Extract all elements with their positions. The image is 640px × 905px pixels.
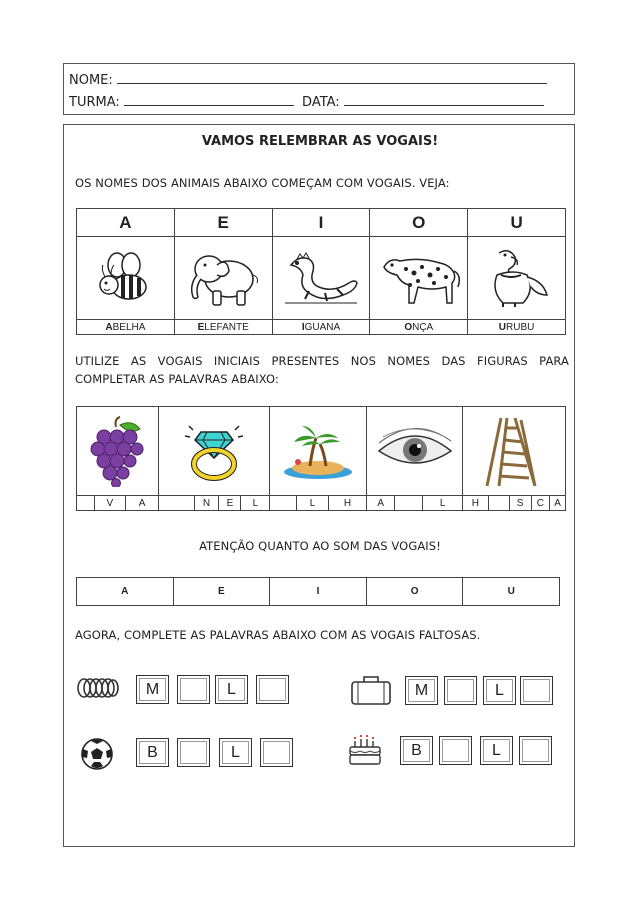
vulture-cell (468, 237, 566, 320)
name-field[interactable] (117, 71, 547, 84)
island-blank[interactable] (270, 496, 297, 511)
suitcase-icon (350, 674, 392, 706)
figures-table (76, 406, 566, 511)
eye-icon (375, 421, 455, 481)
word4-box: B (400, 736, 433, 765)
vowel-cell-a: A (77, 578, 174, 606)
bee-icon (95, 251, 155, 306)
grapes-icon (88, 415, 148, 487)
ladder-cell (462, 407, 565, 496)
grapes-letter: V (94, 496, 125, 511)
header-box (63, 63, 575, 115)
ladder-letter: S (509, 496, 531, 511)
vowel-header-u: U (468, 209, 566, 237)
eye-letter: L (423, 496, 463, 511)
data-field[interactable] (344, 93, 544, 106)
complete-instruction: AGORA, COMPLETE AS PALAVRAS ABAIXO COM AS VOGAIS FALTOSAS. (75, 628, 481, 642)
ring-letter: N (194, 496, 219, 511)
iguana-icon (281, 245, 361, 311)
jaguar-icon (376, 245, 462, 311)
word2-blank[interactable] (520, 676, 553, 705)
nome-label: NOME: (69, 73, 113, 88)
island-letter: A (367, 496, 395, 511)
vowel-header-i: I (272, 209, 370, 237)
turma-field[interactable] (124, 93, 294, 106)
island-icon (280, 418, 356, 484)
animal-name-abelha: ABELHA (77, 320, 175, 335)
eye-letter: H (462, 496, 488, 511)
word3-box: B (136, 738, 169, 767)
bee-cell (77, 237, 175, 320)
vowel-cell-e: E (173, 578, 270, 606)
iguana-cell (272, 237, 370, 320)
turma-label: TURMA: (69, 95, 120, 110)
word4-blank[interactable] (519, 736, 552, 765)
word1-box: L (215, 675, 248, 704)
word1-blank[interactable] (177, 675, 210, 704)
word3-box: L (219, 738, 252, 767)
vowel-header-e: E (174, 209, 272, 237)
grapes-letter: A (125, 496, 158, 511)
instruction-line-1: UTILIZE AS VOGAIS INICIAIS PRESENTES NOS NOMES DAS FIGURAS PARA (75, 354, 569, 368)
word4-blank[interactable] (439, 736, 472, 765)
animals-table (76, 208, 566, 335)
ring-letter: L (241, 496, 270, 511)
word1-blank[interactable] (256, 675, 289, 704)
word2-box: L (483, 676, 516, 705)
ring-cell (159, 407, 270, 496)
soccer-ball-icon (79, 737, 115, 771)
animal-name-elefante: ELEFANTE (174, 320, 272, 335)
ring-icon (179, 418, 249, 484)
ring-blank[interactable] (159, 496, 194, 511)
elephant-icon (183, 245, 263, 311)
word3-blank[interactable] (177, 738, 210, 767)
eye-blank[interactable] (395, 496, 423, 511)
ladder-letter: A (550, 496, 566, 511)
cake-icon (347, 731, 383, 767)
vowel-row-table (76, 577, 560, 606)
vowel-cell-o: O (366, 578, 463, 606)
ladder-letter: C (531, 496, 550, 511)
grapes-blank[interactable] (77, 496, 95, 511)
word2-box: M (405, 676, 438, 705)
animal-name-urubu: URUBU (468, 320, 566, 335)
eye-cell (367, 407, 463, 496)
springs-icon (76, 676, 120, 700)
vulture-icon (477, 245, 557, 311)
word2-blank[interactable] (444, 676, 477, 705)
instruction-line-2: COMPLETAR AS PALAVRAS ABAIXO: (75, 372, 279, 386)
vowel-header-a: A (77, 209, 175, 237)
ladder-icon (479, 414, 549, 488)
elephant-cell (174, 237, 272, 320)
vowel-header-o: O (370, 209, 468, 237)
data-label: DATA: (302, 95, 340, 110)
vowel-cell-u: U (463, 578, 560, 606)
animal-name-onca: ONÇA (370, 320, 468, 335)
vowel-cell-i: I (270, 578, 367, 606)
grapes-cell (77, 407, 159, 496)
ring-letter: E (219, 496, 241, 511)
turma-line (69, 93, 544, 110)
name-line (69, 71, 547, 88)
worksheet-title: VAMOS RELEMBRAR AS VOGAIS! (201, 134, 439, 149)
intro-text: OS NOMES DOS ANIMAIS ABAIXO COMEÇAM COM VOGAIS. VEJA: (75, 176, 450, 190)
attention-text: ATENÇÃO QUANTO AO SOM DAS VOGAIS! (199, 539, 441, 553)
island-letter: H (328, 496, 367, 511)
animal-name-iguana: IGUANA (272, 320, 370, 335)
word1-box: M (136, 675, 169, 704)
jaguar-cell (370, 237, 468, 320)
word3-blank[interactable] (260, 738, 293, 767)
word4-box: L (480, 736, 513, 765)
island-letter: L (297, 496, 328, 511)
island-cell (270, 407, 367, 496)
ladder-blank[interactable] (488, 496, 509, 511)
